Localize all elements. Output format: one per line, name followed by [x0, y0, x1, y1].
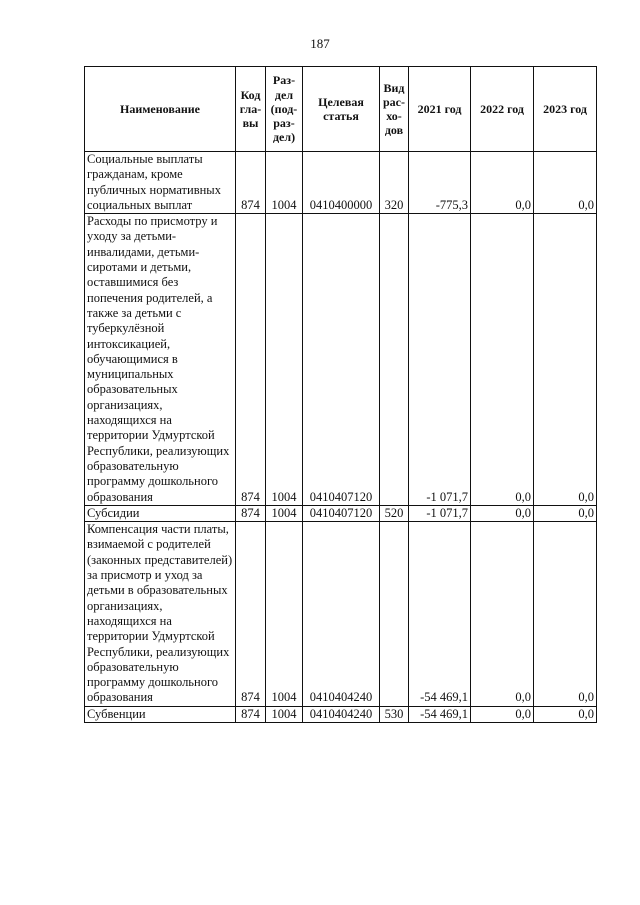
row-article: 0410404240 — [303, 706, 380, 722]
header-expense-type: Вид рас- хо- дов — [380, 67, 409, 152]
row-2022: 0,0 — [471, 706, 534, 722]
row-article: 0410400000 — [303, 152, 380, 214]
row-2023: 0,0 — [534, 505, 597, 521]
row-expense-type: 320 — [380, 152, 409, 214]
row-section: 1004 — [266, 152, 303, 214]
row-2022: 0,0 — [471, 214, 534, 506]
table-header — [85, 67, 597, 152]
table-row — [85, 706, 597, 722]
row-2023: 0,0 — [534, 522, 597, 707]
header-2023: 2023 год — [534, 67, 597, 152]
row-chapter: 874 — [236, 505, 266, 521]
header-row — [85, 67, 597, 152]
row-chapter: 874 — [236, 706, 266, 722]
table-row — [85, 152, 597, 214]
header-target-article: Целевая статья — [303, 67, 380, 152]
header-section: Раз- дел (под- раз- дел) — [266, 67, 303, 152]
row-article: 0410407120 — [303, 214, 380, 506]
row-2021: -54 469,1 — [409, 706, 471, 722]
budget-table — [84, 66, 597, 723]
row-expense-type — [380, 522, 409, 707]
row-article: 0410404240 — [303, 522, 380, 707]
header-chapter-code: Код гла- вы — [236, 67, 266, 152]
row-chapter: 874 — [236, 522, 266, 707]
row-expense-type — [380, 214, 409, 506]
row-2021: -54 469,1 — [409, 522, 471, 707]
row-2021: -775,3 — [409, 152, 471, 214]
row-2023: 0,0 — [534, 706, 597, 722]
row-article: 0410407120 — [303, 505, 380, 521]
row-2021: -1 071,7 — [409, 214, 471, 506]
row-section: 1004 — [266, 505, 303, 521]
row-name: Субвенции — [85, 706, 236, 722]
row-name: Социальные выплаты гражданам, кроме публичных нормативных социальных выплат — [85, 152, 236, 214]
table-row — [85, 505, 597, 521]
table-row — [85, 214, 597, 506]
header-2022: 2022 год — [471, 67, 534, 152]
row-name: Расходы по присмотру и уходу за детьми-инвалидами, детьми-сиротами и детьми, оставшимися без попечения родителей, а также за детьми с туберкулёзной интоксикацией, обучающимися в муниципальных образовательных организациях, находящихся на территории Удмуртской Республики, реализующих образовательную программу дошкольного образования — [85, 214, 236, 506]
table-body — [85, 152, 597, 723]
header-2021: 2021 год — [409, 67, 471, 152]
row-2022: 0,0 — [471, 505, 534, 521]
row-2023: 0,0 — [534, 152, 597, 214]
row-expense-type: 520 — [380, 505, 409, 521]
row-chapter: 874 — [236, 214, 266, 506]
table-row — [85, 522, 597, 707]
row-section: 1004 — [266, 214, 303, 506]
row-chapter: 874 — [236, 152, 266, 214]
row-expense-type: 530 — [380, 706, 409, 722]
page-number: 187 — [310, 36, 330, 51]
row-2021: -1 071,7 — [409, 505, 471, 521]
row-section: 1004 — [266, 706, 303, 722]
row-2023: 0,0 — [534, 214, 597, 506]
row-2022: 0,0 — [471, 152, 534, 214]
row-name: Компенсация части платы, взимаемой с родителей (законных представителей) за присмотр и уход за детьми в образовательных организациях, находящихся на территории Удмуртской Республики, реализующих образовательную программу дошкольного образования — [85, 522, 236, 707]
row-section: 1004 — [266, 522, 303, 707]
row-name: Субсидии — [85, 505, 236, 521]
row-2022: 0,0 — [471, 522, 534, 707]
header-name: Наименование — [85, 67, 236, 152]
